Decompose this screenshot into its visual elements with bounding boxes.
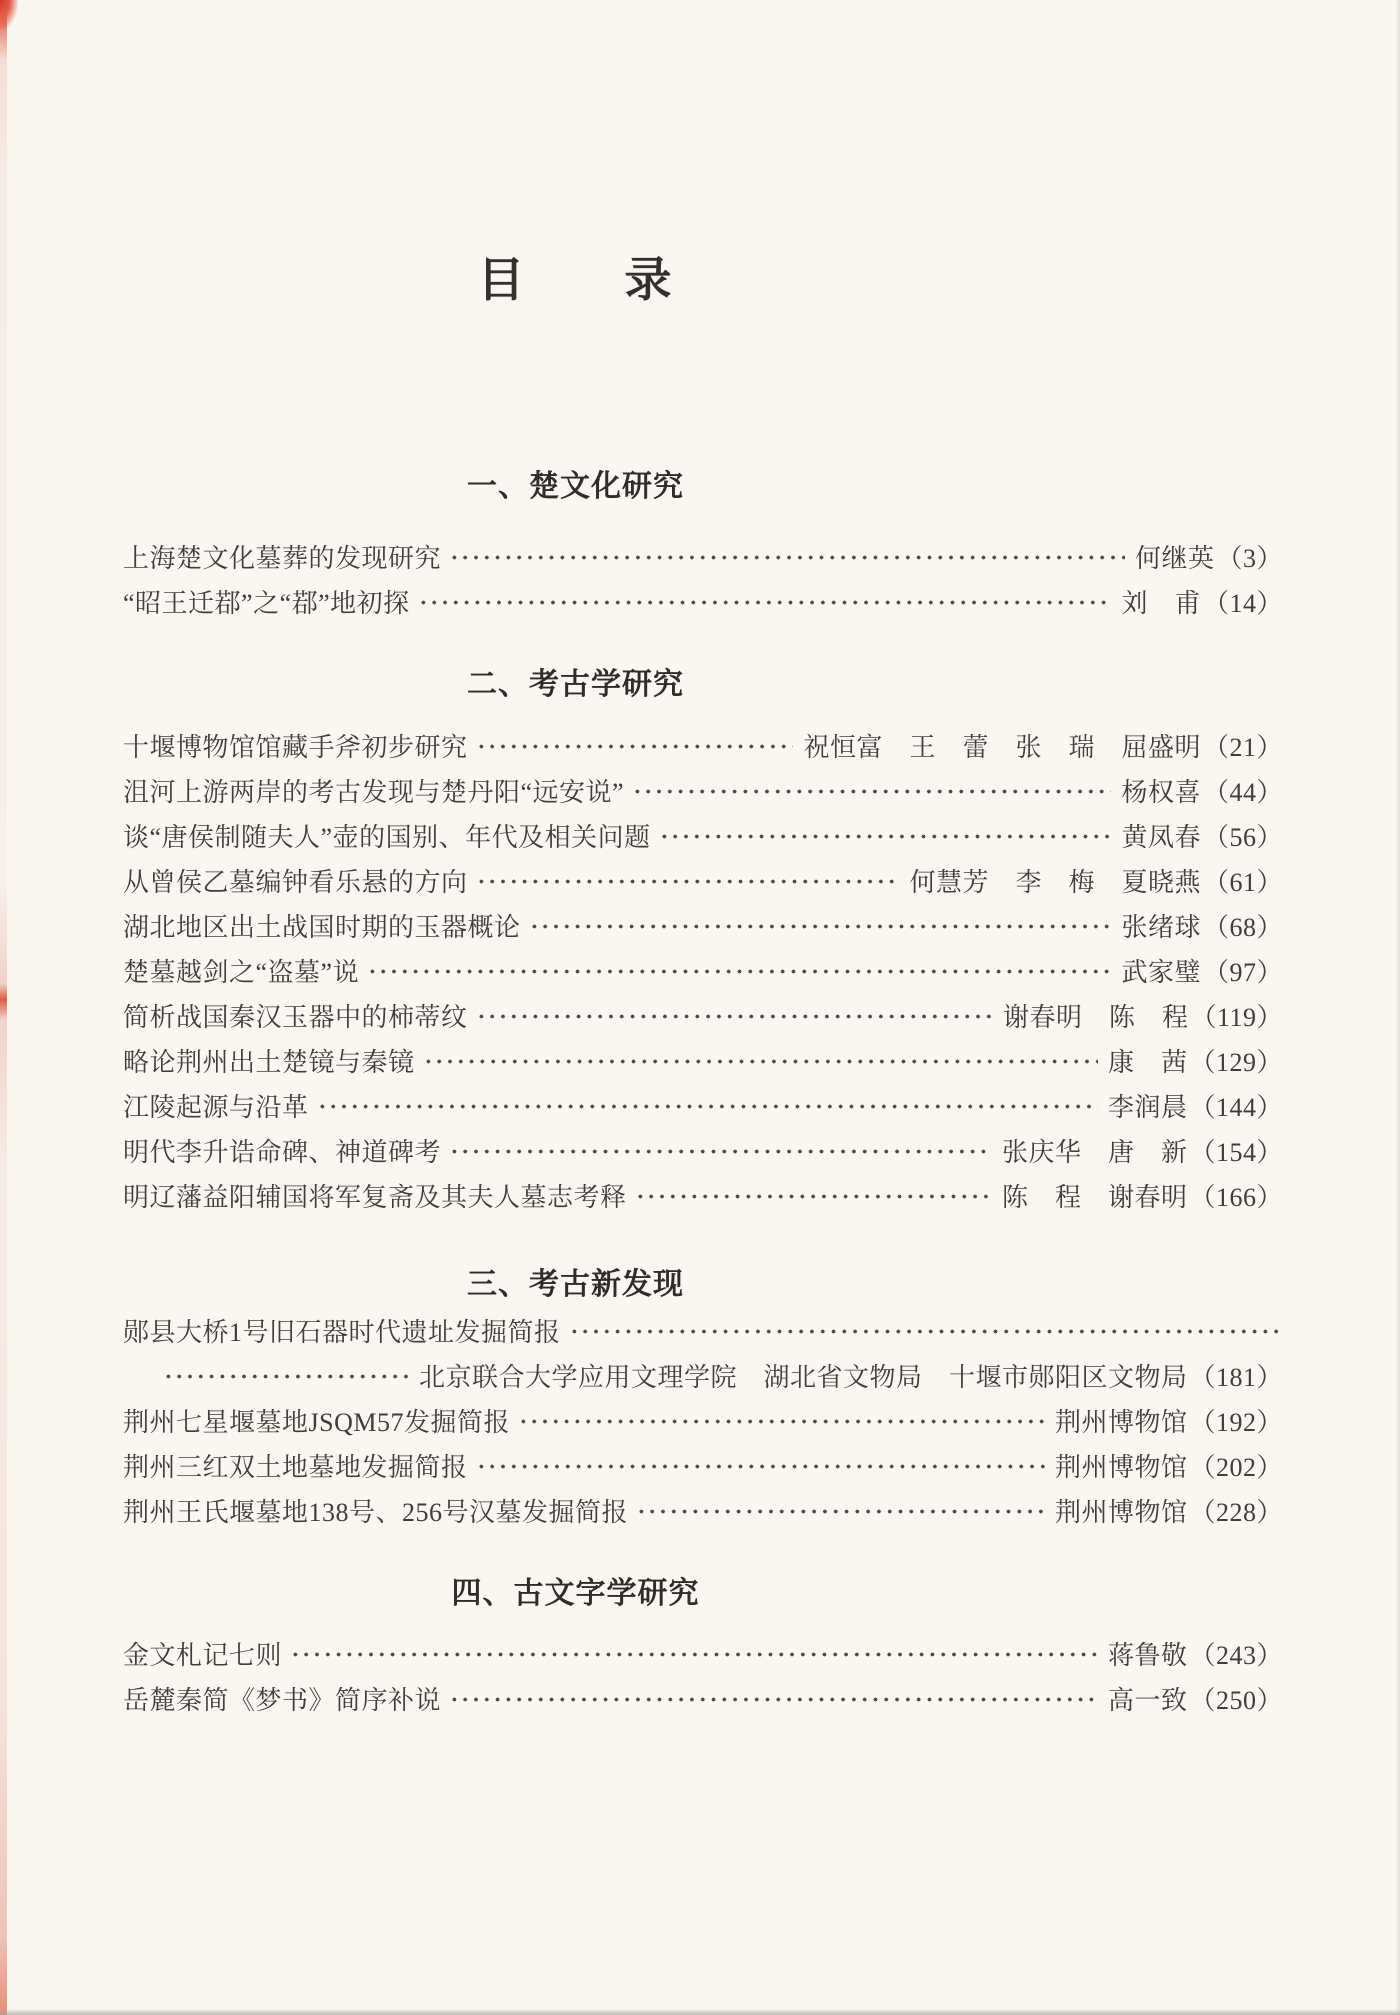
- scan-edge-bottom: [0, 2009, 1400, 2015]
- dot-leader: [367, 966, 1111, 977]
- dot-leader: [632, 786, 1111, 797]
- entry-title: 金文札记七则: [123, 1641, 283, 1670]
- section-entries: [123, 1631, 1283, 1721]
- section-new-discoveries: [123, 1264, 1283, 1533]
- entry-page-number: （250）: [1189, 1686, 1283, 1715]
- entry-page-number: （61）: [1202, 868, 1283, 897]
- dot-leader: [449, 552, 1125, 563]
- toc-entry: [123, 858, 1283, 903]
- entry-page-number: （56）: [1202, 823, 1283, 852]
- entry-author: 何慧芳 李 梅 夏晓燕: [909, 868, 1201, 897]
- entry-page-number: （97）: [1202, 958, 1283, 987]
- entry-title: 从曾侯乙墓编钟看乐悬的方向: [123, 868, 468, 897]
- entry-title: 岳麓秦简《梦书》简序补说: [123, 1686, 442, 1715]
- toc-entry: [123, 1443, 1283, 1488]
- entry-author: 黄凤春: [1121, 823, 1201, 852]
- entry-author: 荆州博物馆: [1054, 1408, 1188, 1437]
- entry-title: 荆州七星堰墓地JSQM57发掘简报: [123, 1408, 510, 1437]
- toc-entry: [123, 768, 1283, 813]
- dot-leader: [569, 1326, 1283, 1337]
- section-entries: [123, 723, 1283, 1218]
- section-paleography: [123, 1573, 1283, 1721]
- scan-corner-red-mark: [0, 0, 18, 30]
- entry-page-number: （144）: [1189, 1093, 1283, 1122]
- section-entries: [123, 534, 1283, 624]
- entry-author: 高一致: [1107, 1686, 1188, 1715]
- scan-edge-left: [0, 0, 7, 2015]
- entry-page-number: （243）: [1189, 1641, 1283, 1670]
- dot-leader: [476, 1461, 1045, 1472]
- dot-leader: [518, 1416, 1045, 1427]
- section-archaeology: [123, 664, 1283, 1218]
- section-heading: 三、考古新发现: [467, 1268, 684, 1301]
- toc-entry: [123, 1128, 1283, 1173]
- entry-page-number: （202）: [1189, 1453, 1283, 1482]
- entry-page-number: （68）: [1202, 913, 1283, 942]
- toc-entry: [123, 1631, 1283, 1676]
- entry-author: 陈 程 谢春明: [1001, 1183, 1188, 1212]
- dot-leader: [529, 921, 1112, 932]
- dot-leader: [636, 1506, 1045, 1517]
- entry-title: 上海楚文化墓葬的发现研究: [123, 544, 442, 573]
- entry-page-number: （44）: [1202, 778, 1283, 807]
- dot-leader: [290, 1649, 1098, 1660]
- toc-entry: [123, 723, 1283, 768]
- section-chu-culture: [123, 466, 1283, 624]
- toc-entry: [123, 903, 1283, 948]
- toc-entry: [123, 1488, 1283, 1533]
- section-heading: 一、楚文化研究: [467, 470, 684, 503]
- entry-author: 荆州博物馆: [1054, 1453, 1188, 1482]
- toc-entry: [123, 1676, 1283, 1721]
- entry-author: 刘 甫: [1121, 589, 1201, 618]
- entry-page-number: （129）: [1189, 1048, 1283, 1077]
- dot-leader: [476, 876, 900, 887]
- entry-author: 何继英: [1134, 544, 1215, 573]
- entry-page-number: （181）: [1189, 1363, 1283, 1392]
- entry-author: 蒋鲁敬: [1107, 1641, 1188, 1670]
- entry-author: 康 茜: [1107, 1048, 1188, 1077]
- toc-entry: [123, 534, 1283, 579]
- toc-entry: [123, 579, 1283, 624]
- entry-page-number: （14）: [1202, 589, 1283, 618]
- entry-page-number: （192）: [1189, 1408, 1283, 1437]
- dot-leader: [449, 1146, 992, 1157]
- entry-title: 略论荆州出土楚镜与秦镜: [123, 1048, 415, 1077]
- entry-title: 沮河上游两岸的考古发现与楚丹阳“远安说”: [123, 778, 625, 807]
- section-heading: 二、考古学研究: [467, 668, 684, 701]
- toc-entry: [123, 948, 1283, 993]
- entry-author: 北京联合大学应用文理学院 湖北省文物局 十堰市郧阳区文物局: [418, 1363, 1188, 1392]
- entry-page-number: （228）: [1189, 1498, 1283, 1527]
- toc-page: [123, 0, 1283, 1721]
- toc-entry: [123, 813, 1283, 858]
- entry-title: 简析战国秦汉玉器中的柿蒂纹: [123, 1003, 468, 1032]
- entry-title: 楚墓越剑之“盗墓”说: [123, 958, 360, 987]
- entry-title: 十堰博物馆馆藏手斧初步研究: [123, 733, 468, 762]
- entry-title: 荆州三红双土地墓地发掘简报: [123, 1453, 468, 1482]
- entry-title: 郧县大桥1号旧石器时代遗址发掘简报: [123, 1318, 561, 1347]
- entry-title: 湖北地区出土战国时期的玉器概论: [123, 913, 521, 942]
- entry-page-number: （154）: [1189, 1138, 1283, 1167]
- toc-entry: [123, 1173, 1283, 1218]
- dot-leader: [449, 1694, 1098, 1705]
- dot-leader: [418, 597, 1112, 608]
- entry-title: 明代李升诰命碑、神道碑考: [123, 1138, 442, 1167]
- section-entries: [123, 1308, 1283, 1533]
- entry-title: 谈“唐侯制随夫人”壶的国别、年代及相关问题: [123, 823, 651, 852]
- entry-title: 江陵起源与沿革: [123, 1093, 309, 1122]
- entry-title: 荆州王氏堰墓地138号、256号汉墓发掘简报: [123, 1498, 629, 1527]
- toc-entry: [123, 1398, 1283, 1443]
- entry-title: “昭王迁鄀”之“鄀”地初探: [123, 589, 410, 618]
- entry-author: 武家璧: [1121, 958, 1201, 987]
- entry-page-number: （166）: [1189, 1183, 1283, 1212]
- entry-page-number: （119）: [1190, 1003, 1283, 1032]
- entry-author: 杨权喜: [1121, 778, 1201, 807]
- entry-author: 祝恒富 王 蕾 张 瑞 屈盛明: [803, 733, 1201, 762]
- toc-entry: [123, 993, 1283, 1038]
- dot-leader: [659, 831, 1112, 842]
- dot-leader: [476, 1011, 993, 1022]
- entry-author: 张庆华 唐 新: [1001, 1138, 1188, 1167]
- entry-author: 张绪球: [1121, 913, 1201, 942]
- entry-author: 荆州博物馆: [1054, 1498, 1188, 1527]
- entry-author: 谢春明 陈 程: [1002, 1003, 1189, 1032]
- toc-entry-line-1: [123, 1308, 1283, 1353]
- dot-leader: [317, 1101, 1098, 1112]
- toc-entry-line-2: [123, 1353, 1283, 1398]
- entry-page-number: （21）: [1202, 733, 1283, 762]
- dot-leader: [635, 1191, 992, 1202]
- section-heading: 四、古文字学研究: [451, 1577, 700, 1610]
- toc-entry: [123, 1083, 1283, 1128]
- dot-leader: [423, 1056, 1098, 1067]
- entry-page-number: （3）: [1216, 544, 1283, 573]
- page-title: 目 录: [477, 253, 674, 306]
- entry-title: 明辽藩益阳辅国将军复斋及其夫人墓志考释: [123, 1183, 627, 1212]
- dot-leader: [163, 1371, 409, 1382]
- dot-leader: [476, 741, 794, 752]
- entry-author: 李润晨: [1107, 1093, 1188, 1122]
- scan-edge-right: [1395, 0, 1400, 2015]
- toc-entry: [123, 1038, 1283, 1083]
